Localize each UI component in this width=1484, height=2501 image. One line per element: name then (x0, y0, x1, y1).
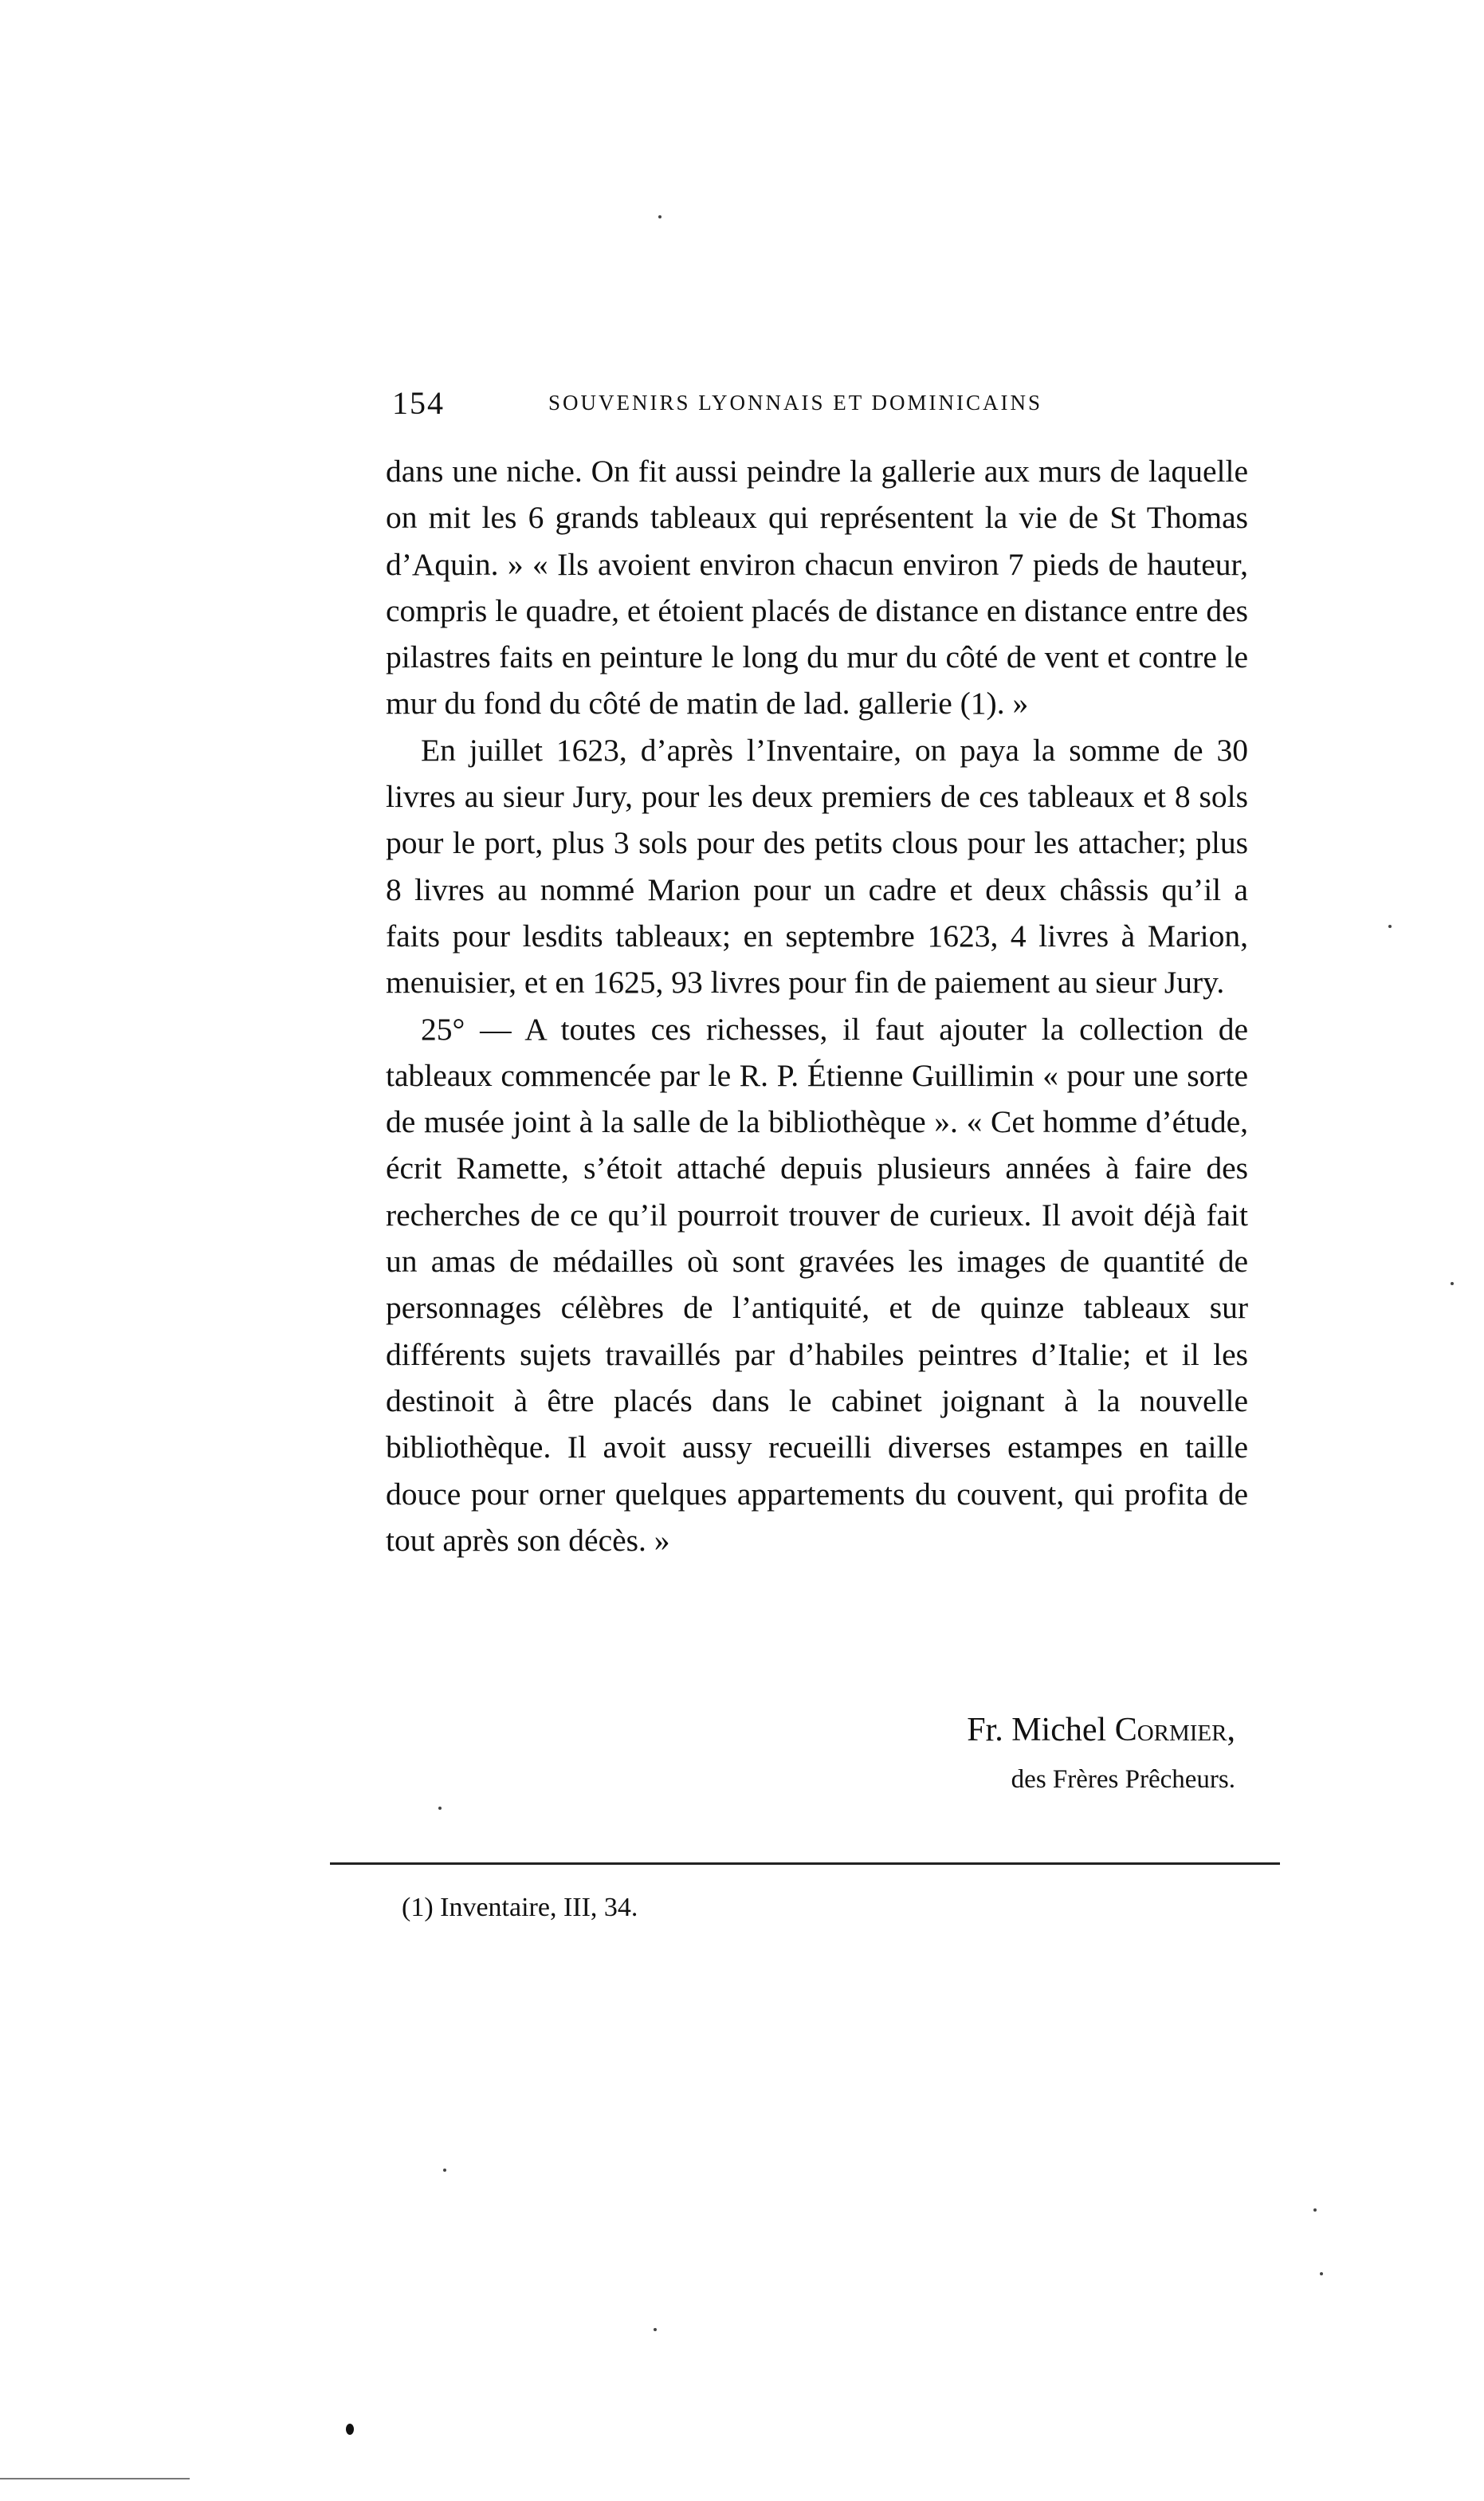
paragraph-3: 25° — A toutes ces richesses, il faut ajouter la collection de tableaux commencée par le R. P. Étienne Guillimin « pour une sorte de musée joint à la salle de la bibliothèque ». « Cet homme d’étude, écrit Ramette, s’étoit attaché depuis plusieurs années à faire des recherches de ce qu’il pourroit trouver de curieux. Il avoit déjà fait un amas de médailles où sont gravées les images de quantité de personnages célèbres de l’antiquité, et de quinze tableaux sur différents sujets travaillés par d’habiles peintres d’Italie; et il les destinoit à être placés dans le cabinet joignant à la nouvelle bibliothèque. Il avoit aussy recueilli diverses estampes en taille douce pour orner quelques appartements du couvent, qui profita de tout après son décès. » (386, 1011, 1248, 1558)
scan-speck (443, 2169, 446, 2172)
scan-speck (346, 2424, 354, 2435)
signature-name (717, 1706, 1235, 1754)
scan-speck (1320, 2272, 1323, 2275)
scan-speck (1388, 925, 1392, 928)
signature-order: des Frères Prêcheurs. (1011, 1765, 1235, 1794)
signature-surname: Cormier (1114, 1712, 1227, 1748)
paragraph-1: dans une niche. On fit aussi peindre la gallerie aux murs de laquelle on mit les 6 grands tableaux qui représentent la vie de St Thomas d’Aquin. » « Ils avoient environ chacun environ 7 pieds de hauteur, compris le quadre, et étoient placés de distance en distance entre des pilastres faits en peinture le long du mur du côté de vent et contre le mur du fond du côté de matin de lad. gallerie (1). » (386, 454, 1248, 722)
scan-speck (1451, 1282, 1454, 1285)
page-number: 154 (392, 385, 445, 421)
paragraph-2: En juillet 1623, d’après l’Inventaire, on paya la somme de 30 livres au sieur Jury, pour les deux premiers de ces tableaux et 8 sols pour le port, plus 3 sols pour des petits clous pour les attacher; plus 8 livres au nommé Marion pour un cadre et deux châssis qu’il a faits pour lesdits tableaux; en septembre 1623, 4 livres à Marion, menuisier, et en 1625, 93 livres pour fin de paiement au sieur Jury. (386, 732, 1248, 1001)
footnote-rule (330, 1862, 1280, 1865)
scan-speck (658, 215, 662, 218)
scan-speck (654, 2328, 657, 2331)
signature (717, 1706, 1235, 1799)
scan-edge-line (0, 2478, 190, 2479)
scan-speck (438, 1807, 442, 1810)
running-title: SOUVENIRS LYONNAIS ET DOMINICAINS (548, 391, 1043, 415)
scan-speck (1313, 2208, 1317, 2212)
footnote: (1) Inventaire, III, 34. (402, 1893, 638, 1922)
body-text (386, 448, 1248, 1563)
signature-suffix: , (1227, 1712, 1235, 1748)
signature-prefix: Fr. Michel (967, 1712, 1115, 1748)
page-header (392, 379, 1269, 427)
